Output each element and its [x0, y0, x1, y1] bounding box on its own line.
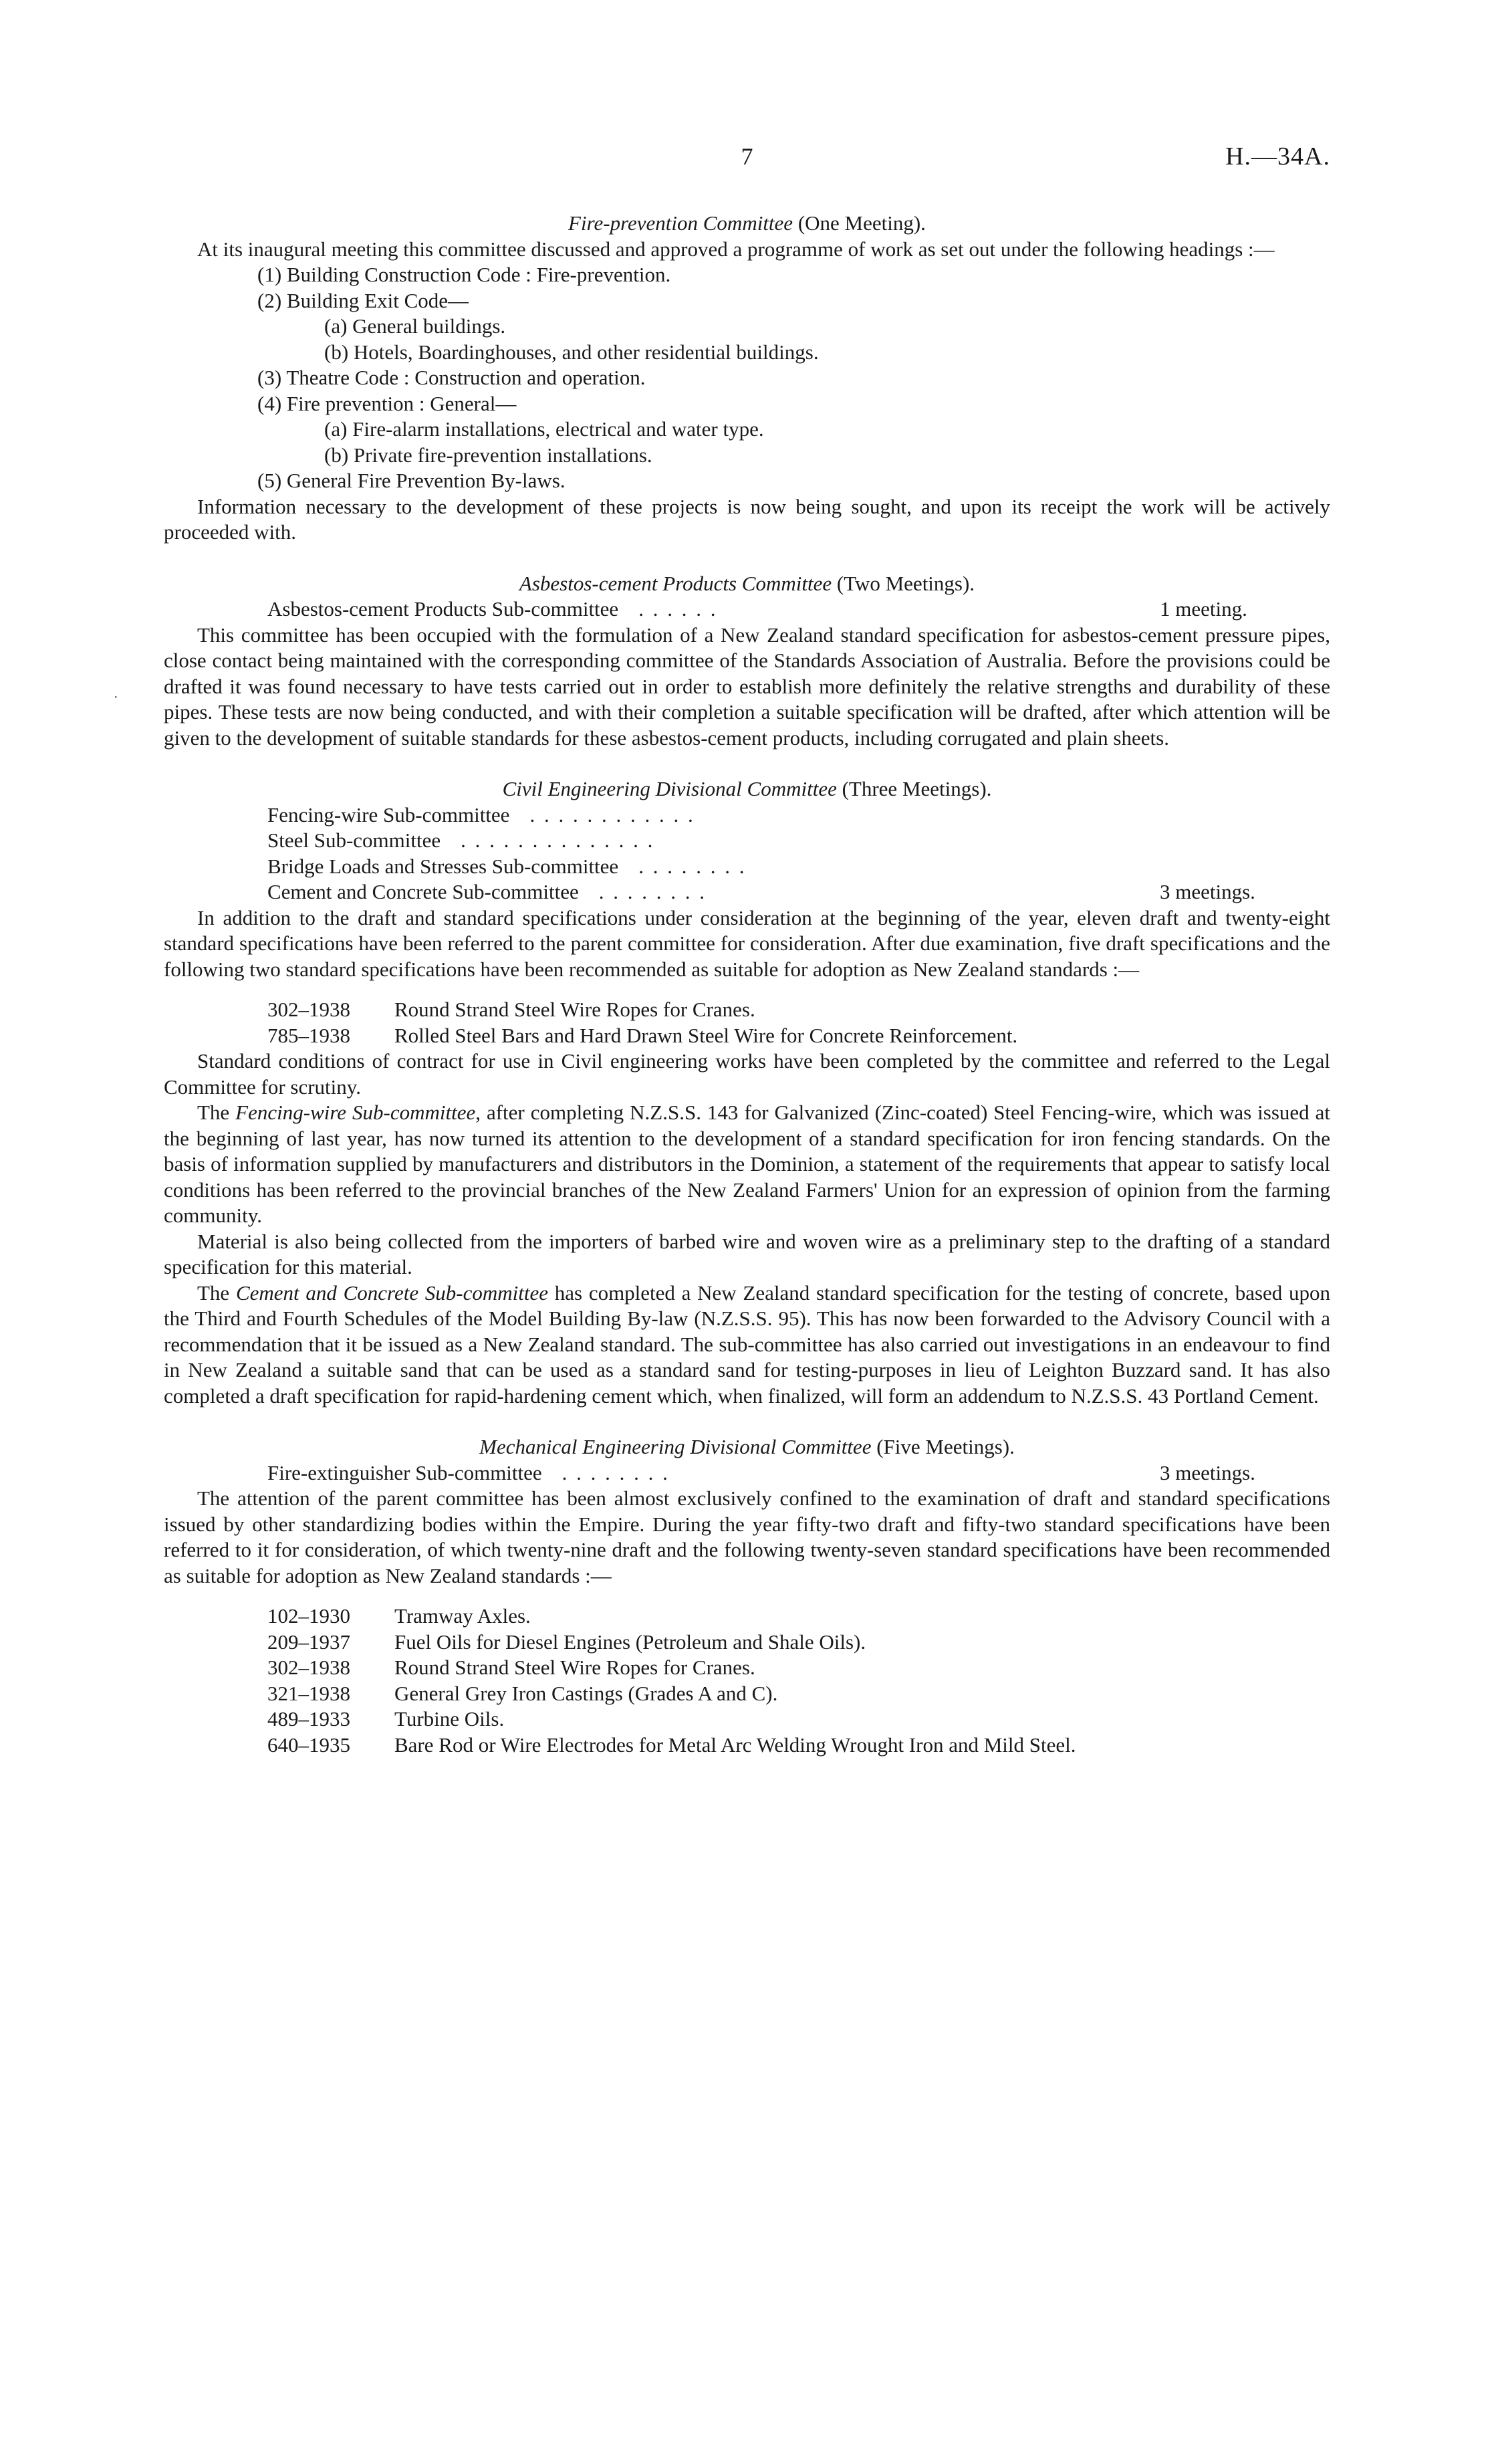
subcommittee-name: Cement and Concrete Sub-committee — [267, 880, 579, 903]
list-item: (5) General Fire Prevention By-laws. — [257, 469, 566, 492]
leader-dots: . . . . . . . . — [638, 854, 747, 878]
civil-committee-meetings: (Three Meetings). — [836, 777, 992, 800]
para-text: , after completing N.Z.S.S. 143 for Galvanized (Zinc-coated) Steel Fencing-wire, which was issued at the beginning of last year, has now turned its attention to the development of a standard specification for iron fencing standards. On the basis of information supplied by manufacturers and distributors in the Dominion, a statement of the requirements that appear to satisfy local conditions has been referred to the provincial branches of the New Zealand Farmers' Union for an expression of opinion from the farming community. — [164, 1101, 1330, 1227]
asbestos-committee-heading — [164, 571, 1330, 597]
civil-paragraph-5 — [164, 1280, 1330, 1410]
spec-number: 302–1938 — [267, 998, 350, 1021]
list-item: (4) Fire prevention : General— — [257, 391, 517, 415]
mech-committee-title: Mechanical Engineering Divisional Committee — [479, 1435, 872, 1458]
leader-dots: . . . . . . . . — [598, 880, 707, 903]
spec-title: Tramway Axles. — [394, 1604, 531, 1628]
mech-committee-meetings: (Five Meetings). — [871, 1435, 1015, 1458]
list-subitem: (b) Hotels, Boardinghouses, and other residential buildings. — [324, 340, 819, 364]
fire-headings-list — [164, 262, 1330, 494]
para-text: The — [197, 1280, 236, 1305]
subcommittee-name: Fire-extinguisher Sub-committee — [267, 1460, 542, 1484]
spec-number: 102–1930 — [267, 1604, 350, 1628]
list-item: (3) Theatre Code : Construction and operation. — [257, 366, 646, 389]
page-header — [164, 137, 1330, 211]
list-item: (1) Building Construction Code : Fire-prevention. — [257, 263, 671, 286]
subcommittee-name: Bridge Loads and Stresses Sub-committee — [267, 854, 619, 878]
spec-title: Rolled Steel Bars and Hard Drawn Steel Wire for Concrete Reinforcement. — [394, 1023, 1018, 1047]
meeting-count — [1152, 802, 1330, 828]
spec-title: General Grey Iron Castings (Grades A and C). — [394, 1681, 778, 1705]
spec-title: Round Strand Steel Wire Ropes for Cranes. — [394, 998, 755, 1021]
asbestos-paragraph: This committee has been occupied with the formulation of a New Zealand standard specification for asbestos-cement pressure pipes, close contact being maintained with the corresponding committee of the Standards Association of Australia. Before the provisions could be drafted it was found necessary to have tests carried out in order to establish more definitely the relative strengths and durability of these pipes. These tests are now being conducted, and with their completion a suitable specification will be drafted, after which attention will be given to the development of suitable standards for these asbestos-cement products, including corrugated and plain sheets. — [164, 623, 1330, 750]
civil-paragraph-4: Material is also being collected from the importers of barbed wire and woven wire as a preliminary step to the drafting of a standard specification for this material. — [164, 1229, 1330, 1278]
spec-title: Round Strand Steel Wire Ropes for Cranes. — [394, 1656, 755, 1679]
spec-number: 321–1938 — [267, 1681, 350, 1705]
meeting-count: 1 meeting. — [1160, 597, 1247, 621]
spec-row — [164, 1603, 1330, 1630]
fire-closing: Information necessary to the development of these projects is now being sought, and upon its receipt the work will be actively proceeded with. — [164, 494, 1330, 544]
spec-row — [164, 1706, 1330, 1732]
leader-dots: . . . . . . . . . . . . — [529, 802, 695, 826]
subcommittee-name: Steel Sub-committee — [267, 828, 441, 852]
page-number: 7 — [741, 143, 753, 170]
civil-paragraph-2: Standard conditions of contract for use in Civil engineering works have been completed by the committee and referred to the Legal Committee for scrutiny. — [164, 1049, 1330, 1099]
civil-paragraph-3 — [164, 1100, 1330, 1229]
civil-paragraph-1: In addition to the draft and standard specifications under consideration at the beginning of the year, eleven draft and twenty-eight standard specifications have been referred to the parent committee for consideration. After due examination, five draft specifications and the following two standard specifications have been recommended as suitable for adoption as New Zealand standards :— — [164, 905, 1330, 981]
spec-row — [164, 1023, 1330, 1049]
meeting-count — [1152, 854, 1330, 880]
spec-title: Turbine Oils. — [394, 1707, 505, 1730]
para-text: The — [197, 1101, 236, 1124]
subcommittee-row — [164, 828, 1330, 854]
spec-number: 640–1935 — [267, 1732, 350, 1757]
leader-dots: . . . . . . . . — [562, 1460, 670, 1484]
spec-number: 785–1938 — [267, 1023, 350, 1047]
list-subitem: (a) Fire-alarm installations, electrical and water type. — [324, 417, 764, 441]
meeting-count: 3 meetings. — [1160, 880, 1255, 903]
meeting-count: 3 meetings. — [1160, 1460, 1255, 1484]
mech-paragraph: The attention of the parent committee has been almost exclusively confined to the examination of draft and standard specifications issued by other standardizing bodies within the Empire. During the year fifty-two draft and fifty-two standard specifications have been referred to it for consideration, of which twenty-nine draft and the following twenty-seven standard specifications have been recommended as suitable for adoption as New Zealand standards :— — [164, 1486, 1330, 1587]
spec-row — [164, 1630, 1330, 1656]
subcommittee-name: Fencing-wire Sub-committee — [267, 802, 510, 826]
margin-mark: · — [114, 690, 118, 705]
meeting-count — [1152, 828, 1330, 854]
leader-dots: . . . . . . . . . . . . . . — [461, 828, 655, 852]
asbestos-committee-meetings: (Two Meetings). — [832, 571, 975, 595]
subcommittee-row — [164, 854, 1330, 880]
subcommittee-row — [164, 1460, 1330, 1486]
list-subitem: (a) General buildings. — [324, 314, 506, 338]
para-italic: Fencing-wire Sub-committee — [235, 1101, 476, 1124]
spec-row — [164, 1732, 1330, 1759]
para-italic: Cement and Concrete Sub-committee — [235, 1280, 549, 1305]
fire-committee-meetings: (One Meeting). — [793, 211, 926, 235]
civil-committee-heading — [164, 776, 1330, 802]
fire-intro: At its inaugural meeting this committee discussed and approved a programme of work as set out under the following headings :— — [197, 237, 1275, 261]
spec-number: 489–1933 — [267, 1707, 350, 1730]
document-page — [164, 137, 1330, 1758]
spec-row — [164, 1681, 1330, 1707]
list-item: (2) Building Exit Code— — [257, 288, 469, 312]
spec-title: Fuel Oils for Diesel Engines (Petroleum and Shale Oils). — [394, 1630, 866, 1654]
subcommittee-row — [164, 596, 1330, 623]
asbestos-committee-title: Asbestos-cement Products Committee — [519, 571, 832, 595]
subcommittee-row — [164, 879, 1330, 905]
document-reference: H.—34A. — [1225, 142, 1330, 171]
spec-row — [164, 997, 1330, 1023]
fire-committee-heading — [164, 211, 1330, 237]
spec-title: Bare Rod or Wire Electrodes for Metal Arc Welding Wrought Iron and Mild Steel. — [394, 1732, 1076, 1757]
para-text: has completed a New Zealand standard specification for the testing of concrete, based upon the Third and Fourth Schedules of the Model Building By-law (N.Z.S.S. 95). This has now been forwarded to the Advisory Council with a recommendation that it be issued as a New Zealand standard. The sub-committee has also carried out investigations in an endeavour to find in New Zealand a suitable sand that can be used as a standard sand for testing-purposes in lieu of Leighton Buzzard sand. It has also completed a draft specification for rapid-hardening cement which, when finalized, will form an addendum to N.Z.S.S. 43 Portland Cement. — [164, 1280, 1331, 1408]
spec-row — [164, 1655, 1330, 1681]
subcommittee-row — [164, 802, 1330, 828]
civil-committee-title: Civil Engineering Divisional Committee — [502, 777, 837, 800]
spec-number: 209–1937 — [267, 1630, 350, 1654]
fire-committee-title: Fire-prevention Committee — [568, 211, 793, 235]
spec-number: 302–1938 — [267, 1656, 350, 1679]
leader-dots: . . . . . . — [638, 597, 718, 621]
subcommittee-name: Asbestos-cement Products Sub-committee — [267, 597, 619, 621]
list-subitem: (b) Private fire-prevention installations. — [324, 443, 652, 467]
mech-committee-heading — [164, 1434, 1330, 1460]
